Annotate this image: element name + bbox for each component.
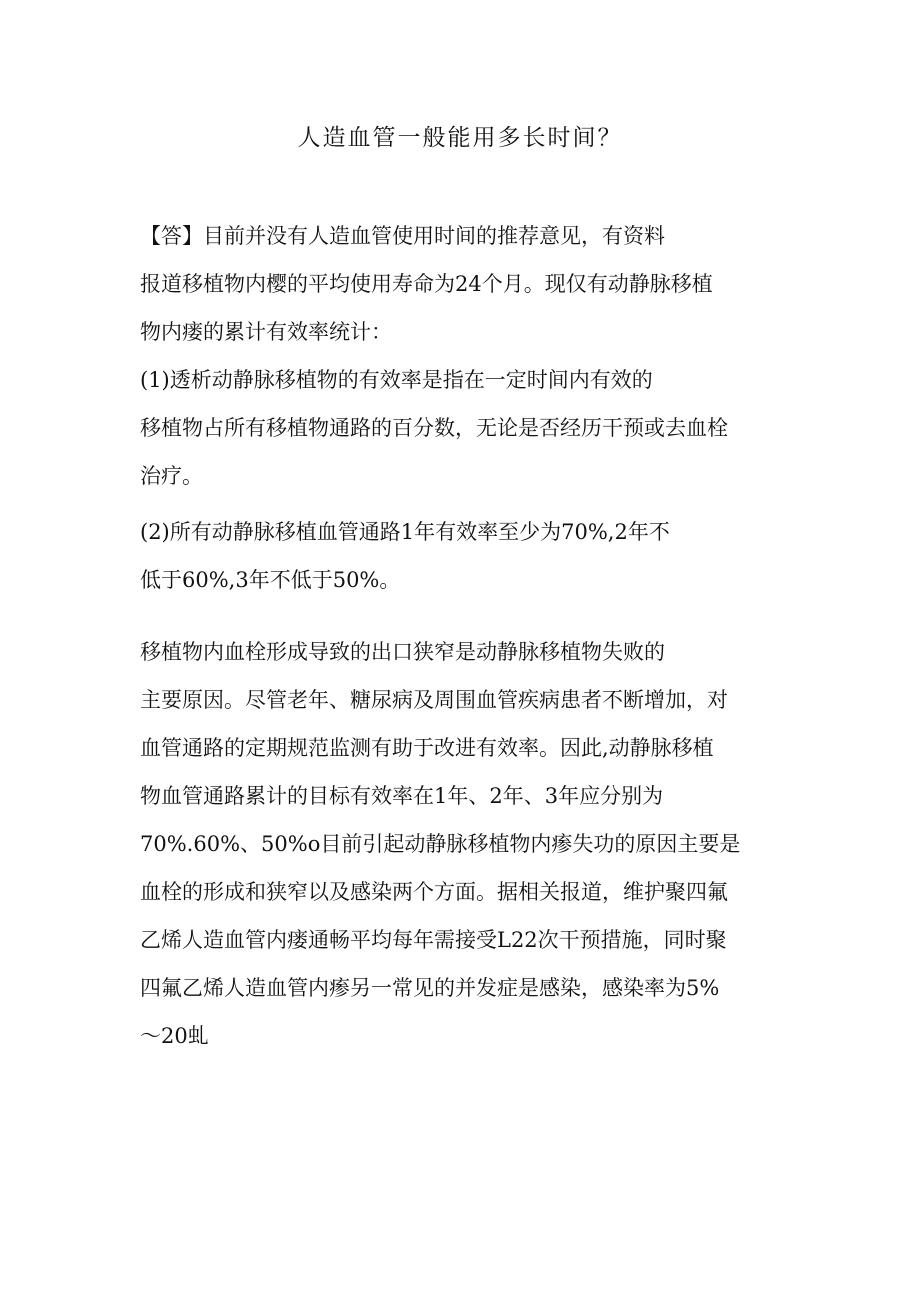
paragraph-line: 低于60%,3年不低于50%。 [140, 568, 401, 592]
paragraph-line: 报道移植物内樱的平均使用寿命为24个月。现仅有动静脉移植 [140, 272, 713, 296]
paragraph-line: 70%.60%、50%o目前引起动静脉移植物内瘆失功的原因主要是 [140, 832, 741, 856]
page-title: 人造血管一般能用多长时间？ [297, 125, 623, 151]
answer-paragraph [140, 212, 784, 356]
paragraph-line: 移植物内血栓形成导致的出口狭窄是动静脉移植物失败的 [140, 640, 665, 664]
paragraph-line: 血栓的形成和狭窄以及感染两个方面。据相关报道，维护聚四氟 [140, 880, 728, 904]
paragraph-line: 血管通路的定期规范监测有助于改进有效率。因此,动静脉移植 [140, 736, 714, 760]
paragraph-line: 四氟乙烯人造血管内瘆另一常见的并发症是感染，感染率为5% [140, 976, 720, 1000]
paragraph-line: 乙烯人造血管内瘘通畅平均每年需接受L22次干预措施，同时聚 [140, 928, 727, 952]
causes-paragraph [140, 628, 784, 1060]
paragraph-line: 物血管通路累计的目标有效率在1年、2年、3年应分别为 [140, 784, 664, 808]
paragraph-line: (2)所有动静脉移植血管通路1年有效率至少为70%,2年不 [140, 520, 670, 544]
paragraph-line: ～20虬 [140, 1024, 209, 1048]
item-1-paragraph [140, 356, 784, 500]
paragraph-line: 治疗。 [140, 464, 203, 488]
paragraph-line: 主要原因。尽管老年、糖尿病及周围血管疾病患者不断增加，对 [140, 688, 728, 712]
paragraph-line: (1)透析动静脉移植物的有效率是指在一定时间内有效的 [140, 368, 653, 392]
paragraph-line: 物内瘘的累计有效率统计： [140, 320, 392, 344]
paragraph-line: 移植物占所有移植物通路的百分数，无论是否经历干预或去血栓 [140, 416, 728, 440]
item-2-paragraph [140, 508, 784, 604]
paragraph-line: 【答】目前并没有人造血管使用时间的推荐意见，有资料 [140, 224, 665, 248]
